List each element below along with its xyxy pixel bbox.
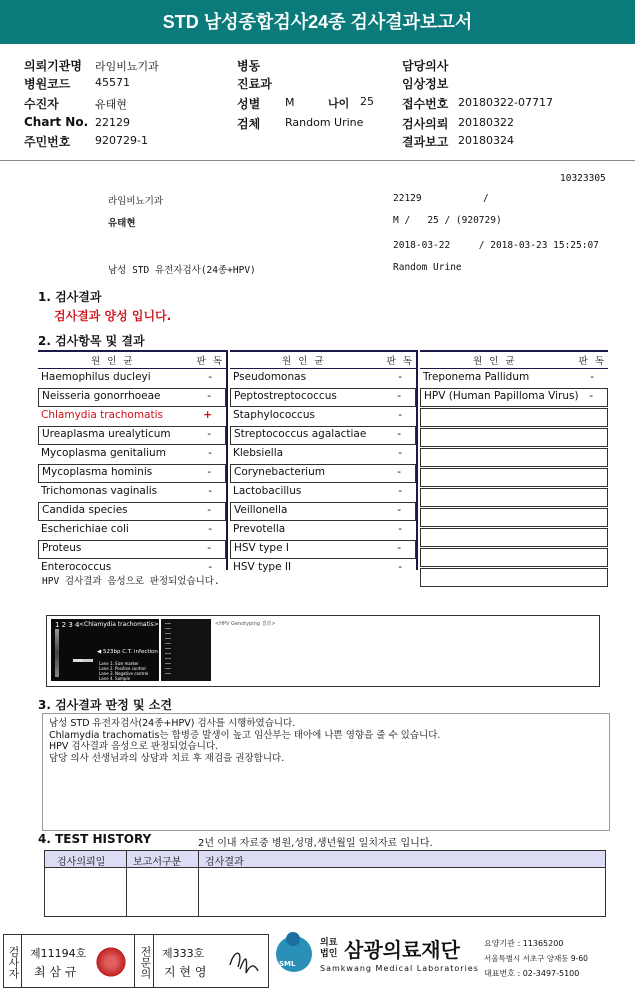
organism-row (38, 464, 226, 483)
organism-row (230, 446, 416, 463)
organism-name: Enterococcus (41, 561, 112, 573)
organism-row (420, 508, 608, 527)
organism-name: Treponema Pallidum (423, 371, 530, 383)
organism-name: Streptococcus agalactiae (234, 428, 367, 440)
organism-row (230, 522, 416, 539)
organism-row (38, 388, 226, 407)
header-label: 검체 (237, 117, 261, 131)
organism-result: - (208, 561, 212, 573)
gel-legend-item: Lane 3. Negative control (99, 671, 149, 676)
organism-row (420, 548, 608, 567)
organism-name: Mycoplasma genitalium (41, 447, 166, 459)
size-marker-lane (55, 629, 59, 677)
examiner-name: 최 삼 규 (34, 965, 77, 979)
history-table (44, 850, 606, 917)
organism-name: Ureaplasma urealyticum (42, 428, 171, 440)
doctor-name: 지 현 영 (164, 965, 207, 979)
opinion-text (49, 718, 440, 764)
opinion-box (42, 713, 610, 831)
organism-name: HSV type I (234, 542, 289, 554)
organism-row (420, 370, 608, 387)
organism-result: - (398, 523, 402, 535)
org-name: 삼광의료재단 (344, 938, 460, 962)
organism-name: Peptostreptococcus (234, 390, 337, 402)
overall-result: 검사결과 양성 입니다. (54, 309, 172, 323)
header-label: 진료과 (237, 77, 272, 91)
hpv-marker-lane (165, 623, 171, 675)
header-label: 병원코드 (24, 77, 71, 91)
print-specimen: Random Urine (393, 262, 462, 273)
print-sex-age: M / 25 / (920729) (393, 215, 502, 226)
organism-name: Corynebacterium (234, 466, 325, 478)
organism-name: HSV type II (233, 561, 292, 573)
header-label: 수진자 (24, 97, 59, 111)
organism-result: - (397, 542, 401, 554)
organism-name: Escherichiae coli (41, 523, 129, 535)
org-type: 의료법인 (320, 938, 338, 959)
organism-row (420, 408, 608, 427)
doctor-label: 전문의 (136, 935, 154, 987)
organism-result: - (589, 390, 593, 402)
header-value: 라임비뇨기과 (95, 60, 159, 73)
opinion-line: HPV 검사결과 음성으로 판정되었습니다. (49, 741, 219, 752)
organism-name: Klebsiella (233, 447, 284, 459)
organism-column-3 (420, 350, 608, 587)
organism-name: Proteus (42, 542, 82, 554)
org-phone: 대표번호 : 02-3497-5100 (484, 969, 580, 978)
organism-column-2 (230, 350, 416, 577)
history-divider (126, 851, 127, 916)
org-address: 서울특별시 서초구 양재동 9-60 (484, 954, 588, 963)
organism-name: Prevotella (233, 523, 286, 535)
gel-band-label: ◀ 523bp C.T. infection (97, 649, 158, 655)
history-col-report-type: 보고서구분 (133, 857, 182, 868)
organism-row (230, 426, 416, 445)
organism-row (38, 426, 226, 445)
organism-row (38, 408, 226, 425)
age-label: 나이 (328, 97, 350, 110)
section4-title: 4. TEST HISTORY (38, 832, 152, 846)
history-note: 2년 이내 자료중 병원,성명,생년월일 일치자료 입니다. (198, 838, 433, 849)
header-label: 결과보고 (402, 135, 449, 149)
print-dates: 2018-03-22 / 2018-03-23 15:25:07 (393, 240, 599, 251)
gel-title: <Chlamydia trachomatis> (79, 621, 159, 628)
organism-row (230, 370, 416, 387)
organism-name: Pseudomonas (233, 371, 307, 383)
header-label: 검사의뢰 (402, 117, 449, 131)
history-col-result: 검사결과 (205, 857, 244, 868)
sample-band (83, 659, 93, 662)
result-header: 판 독 (578, 356, 606, 367)
organism-row (38, 522, 226, 539)
organism-name: HPV (Human Papilloma Virus) (424, 390, 579, 402)
organism-row (420, 388, 608, 407)
result-header: 판 독 (386, 356, 414, 367)
header-label: Chart No. (24, 115, 89, 129)
organism-result: - (207, 542, 211, 554)
organism-result: - (207, 428, 211, 440)
organism-row (38, 484, 226, 501)
organism-name: Lactobacillus (233, 485, 302, 497)
header-label: 담당의사 (402, 59, 449, 73)
signature-box (3, 934, 269, 988)
header-value: 22129 (95, 116, 130, 129)
header-value: Random Urine (285, 116, 364, 129)
opinion-line: Chlamydia trachomatis는 합병증 발생이 높고 임산부는 태아에 나쁜 영향을 줄 수 있습니다. (49, 729, 441, 741)
gel-legend-item: Lane 2. Positive control (99, 666, 146, 671)
doctor-signature (226, 945, 262, 979)
header-value: 20180322 (458, 116, 514, 129)
organism-result: - (398, 371, 402, 383)
result-header: 판 독 (196, 356, 224, 367)
gel-photo-2 (161, 619, 211, 681)
organism-result: - (207, 390, 211, 402)
organism-name: Haemophilus ducleyi (41, 371, 151, 383)
organism-header: 원 인 균 (91, 356, 135, 367)
organism-header-row (230, 350, 416, 369)
organism-name: Candida species (42, 504, 128, 516)
organism-result: - (207, 466, 211, 478)
org-english-name: Samkwang Medical Laboratories (320, 964, 479, 973)
column-divider (226, 350, 228, 570)
organism-name: Trichomonas vaginalis (41, 485, 158, 497)
header-label: 의뢰기관명 (24, 59, 82, 73)
examiner-label: 검사자 (4, 935, 22, 987)
history-divider (198, 851, 199, 916)
organism-name: Mycoplasma hominis (42, 466, 153, 478)
institution-code: 요양기관 : 11365200 (484, 939, 564, 948)
organism-row (230, 388, 416, 407)
organism-result: - (208, 371, 212, 383)
organism-result: - (397, 466, 401, 478)
header-label: 접수번호 (402, 97, 449, 111)
organism-result: - (397, 428, 401, 440)
history-col-request-date: 검사의뢰일 (57, 857, 106, 868)
organism-row (420, 428, 608, 447)
organism-row (230, 408, 416, 425)
gel-lane-numbers: 1 2 3 4 (55, 621, 80, 629)
gel-image-panel (46, 615, 600, 687)
opinion-line: 담당 의사 선생님과의 상담과 치료 후 재검을 권장합니다. (49, 752, 285, 764)
header-value: M (285, 96, 295, 109)
organism-row (38, 540, 226, 559)
header-value: 20180324 (458, 134, 514, 147)
organism-row (420, 488, 608, 507)
organism-row (38, 370, 226, 387)
print-slash: / (483, 193, 489, 204)
organism-row (230, 502, 416, 521)
organism-result: + (203, 409, 212, 421)
print-chart: 22129 (393, 193, 422, 204)
header-divider (0, 160, 635, 161)
header-value: 45571 (95, 76, 130, 89)
gel-legend-item: Lane 1. Size marker (99, 661, 139, 666)
print-patient: 유태현 (108, 218, 136, 229)
column-divider (416, 350, 418, 570)
organism-row (420, 568, 608, 587)
hpv-note: HPV 검사결과 음성으로 판정되었습니다. (42, 576, 220, 587)
header-value: 20180322-07717 (458, 96, 553, 109)
organism-result: - (398, 447, 402, 459)
signature-divider (134, 935, 135, 987)
organism-row (230, 484, 416, 501)
section3-title: 3. 검사결과 판정 및 소견 (38, 698, 172, 712)
organism-result: - (208, 523, 212, 535)
age-value: 25 (360, 95, 374, 108)
organism-result: - (208, 447, 212, 459)
header-label: 임상정보 (402, 77, 449, 91)
organism-row (420, 468, 608, 487)
sml-logo (272, 934, 316, 978)
positive-band (73, 659, 83, 662)
organism-result: - (398, 485, 402, 497)
doc-number: 10323305 (560, 173, 606, 184)
gel-legend-item: Lane 4. Sample (99, 676, 131, 681)
organism-row (230, 464, 416, 483)
logo-text: SML (279, 960, 296, 968)
header-label: 병동 (237, 59, 261, 73)
report-title: STD 남성종합검사24종 검사결과보고서 (0, 0, 635, 44)
organism-result: - (398, 561, 402, 573)
gel-photo-1 (51, 619, 159, 681)
organism-row (38, 502, 226, 521)
organism-name: Veillonella (234, 504, 288, 516)
organism-row (230, 560, 416, 577)
section1-title: 1. 검사결과 (38, 290, 102, 304)
organism-row (38, 446, 226, 463)
examiner-license: 제11194호 (30, 947, 87, 960)
organism-header: 원 인 균 (473, 356, 517, 367)
organism-result: - (207, 504, 211, 516)
organism-header: 원 인 균 (282, 356, 326, 367)
gel-legend (99, 661, 148, 681)
organism-column-1 (38, 350, 226, 577)
header-label: 주민번호 (24, 135, 71, 149)
organism-result: - (590, 371, 594, 383)
organism-result: - (398, 409, 402, 421)
organism-name: Neisseria gonorrhoeae (42, 390, 161, 402)
organism-result: - (397, 390, 401, 402)
print-hospital: 라임비뇨기과 (108, 196, 164, 207)
organism-result: - (208, 485, 212, 497)
organism-name: Staphylococcus (233, 409, 315, 421)
print-test: 남성 STD 유전자검사(24종+HPV) (108, 265, 256, 276)
history-header-row (45, 851, 605, 868)
header-value: 920729-1 (95, 134, 148, 147)
header-value: 유태현 (95, 98, 127, 111)
section2-title: 2. 검사항목 및 결과 (38, 334, 145, 348)
header-label: 성별 (237, 97, 261, 111)
doctor-license: 제333호 (162, 947, 205, 960)
organism-header-row (420, 350, 608, 369)
organism-name: Chlamydia trachomatis (41, 409, 164, 421)
organism-header-row (38, 350, 226, 369)
hpv-genotyping-label: <HPV Genotyping 결과> (215, 621, 276, 627)
opinion-line: 남성 STD 유전자검사(24종+HPV) 검사를 시행하였습니다. (49, 718, 296, 729)
organism-result: - (397, 504, 401, 516)
examiner-seal (94, 945, 128, 979)
organism-row (420, 528, 608, 547)
organism-row (420, 448, 608, 467)
organism-row (230, 540, 416, 559)
